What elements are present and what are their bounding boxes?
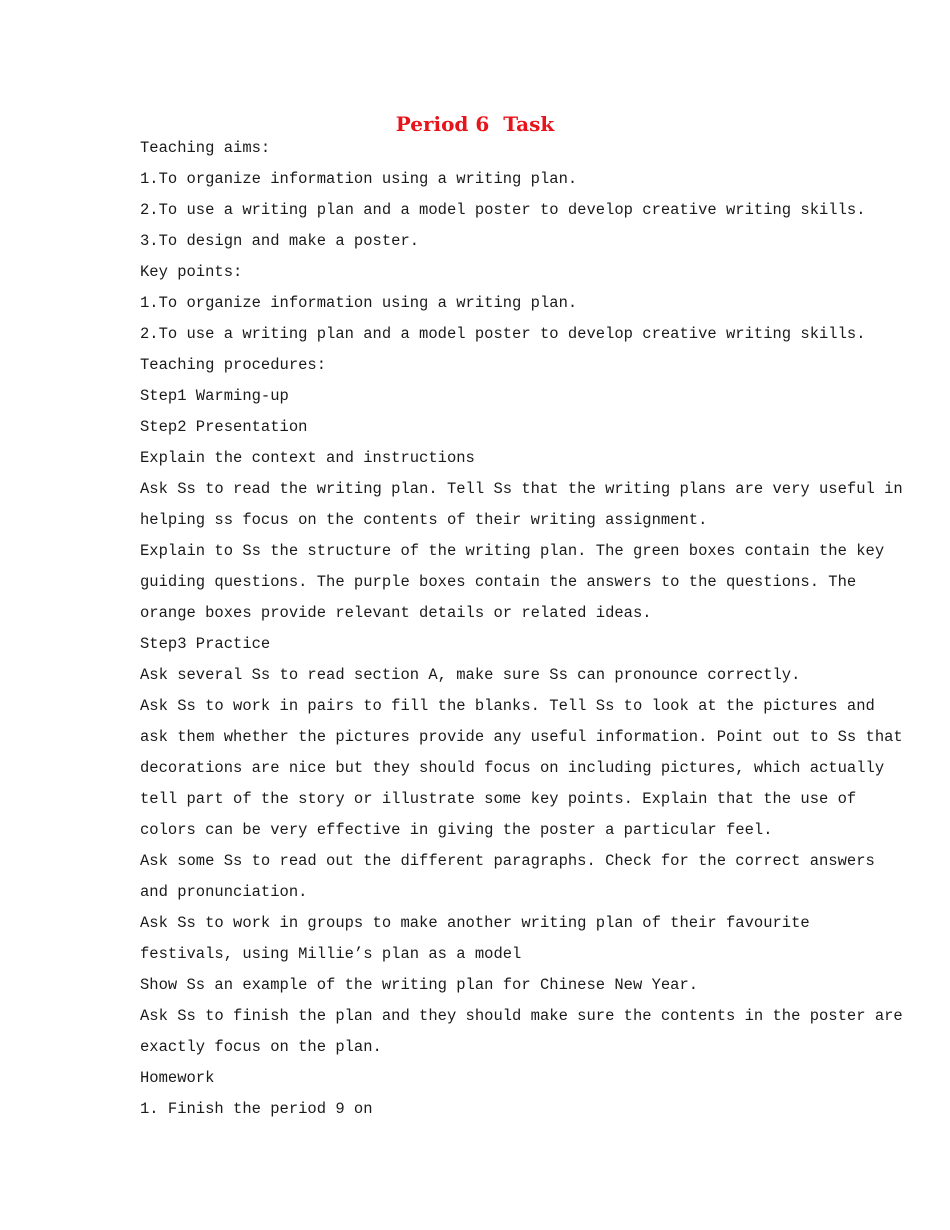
text-line: helping ss focus on the contents of their writing assignment. [140,511,708,529]
text-line: Ask Ss to finish the plan and they should make sure the contents in the poster are [140,1007,903,1025]
text-line: Teaching procedures: [140,356,327,374]
text-line: 1.To organize information using a writing plan. [140,170,578,188]
text-line: colors can be very effective in giving the poster a particular feel. [140,821,773,839]
text-line: exactly focus on the plan. [140,1038,382,1056]
text-line: 1. Finish the period 9 on [140,1100,373,1118]
text-line: Step3 Practice [140,635,271,653]
text-line: and pronunciation. [140,883,308,901]
text-line: Ask several Ss to read section A, make sure Ss can pronounce correctly. [140,666,801,684]
text-line: Step1 Warming-up [140,387,289,405]
text-line: Step2 Presentation [140,418,308,436]
text-line: decorations are nice but they should focus on including pictures, which actually [140,759,885,777]
text-line: Teaching aims: [140,139,271,157]
text-line: 2.To use a writing plan and a model poster to develop creative writing skills. [140,201,866,219]
text-line: Ask some Ss to read out the different paragraphs. Check for the correct answers [140,852,875,870]
text-line: tell part of the story or illustrate some key points. Explain that the use of [140,790,857,808]
text-line: Ask Ss to work in pairs to fill the blanks. Tell Ss to look at the pictures and [140,697,875,715]
text-line: orange boxes provide relevant details or related ideas. [140,604,652,622]
text-line: 3.To design and make a poster. [140,232,420,250]
text-line: ask them whether the pictures provide any useful information. Point out to Ss that [140,728,903,746]
text-line: Explain to Ss the structure of the writing plan. The green boxes contain the key [140,542,885,560]
text-line: 2.To use a writing plan and a model poster to develop creative writing skills. [140,325,866,343]
text-line: Explain the context and instructions [140,449,475,467]
text-line: Key points: [140,263,243,281]
text-line: Ask Ss to read the writing plan. Tell Ss that the writing plans are very useful in [140,480,903,498]
document-body [140,133,903,1125]
text-line: Ask Ss to work in groups to make another writing plan of their favourite [140,914,810,932]
text-line: festivals, using Millie’s plan as a model [140,945,522,963]
page-title: Period 6 Task [395,112,555,136]
text-line: Show Ss an example of the writing plan for Chinese New Year. [140,976,699,994]
text-line: guiding questions. The purple boxes contain the answers to the questions. The [140,573,857,591]
text-line: Homework [140,1069,215,1087]
text-line: 1.To organize information using a writing plan. [140,294,578,312]
